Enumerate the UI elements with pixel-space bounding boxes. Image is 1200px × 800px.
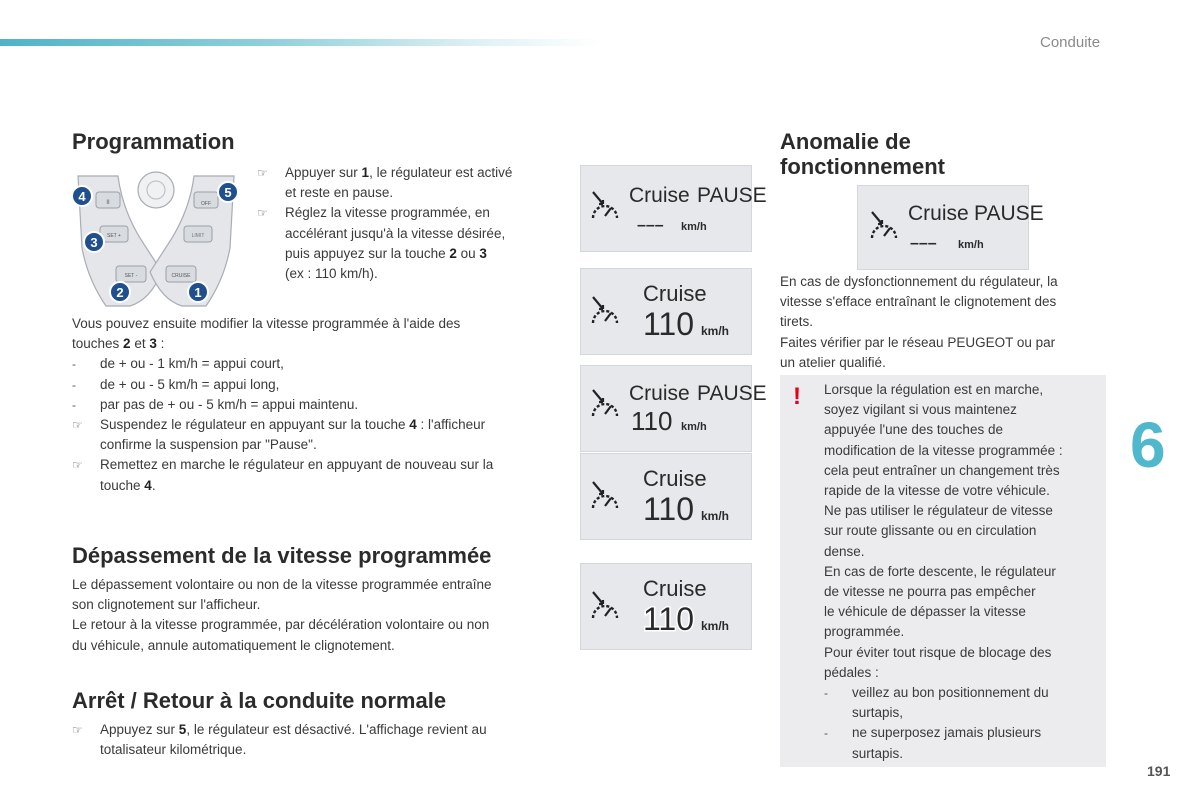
svg-text:km/h: km/h <box>681 221 707 233</box>
svg-text:PAUSE: PAUSE <box>697 184 767 207</box>
svg-text:110: 110 <box>643 601 695 637</box>
cruise-display-pause-110 <box>580 365 767 452</box>
depassement-title: Dépassement de la vitesse programmée <box>72 543 492 568</box>
cruise-control-icon <box>593 192 617 218</box>
svg-text:3: 3 <box>90 235 98 250</box>
callout-5 <box>218 182 238 202</box>
svg-text:km/h: km/h <box>701 509 730 523</box>
arret-title: Arrêt / Retour à la conduite normale <box>72 688 447 713</box>
wheel-key-off-label: OFF <box>201 201 211 207</box>
dash-item: - de + ou - 1 km/h = appui court, <box>72 356 284 372</box>
wheel-key-cruise-label: CRUISE <box>171 273 191 279</box>
callout-2 <box>110 282 130 302</box>
cruise-control-icon <box>872 212 896 238</box>
svg-text:Cruise: Cruise <box>643 281 707 306</box>
warning-text: Lorsque la régulation est en marche, soyez vigilant si vous maintenez appuyée l'une des touches de modification de la vitesse programmée : cela peut entraîner un changement très rapide de la vitesse de votre véhicule. Ne pas utiliser le régulateur de vitesse sur route glissante ou en circulation dense. En cas de forte descente, le régulateur de vitesse ne pourra pas empêcher le véhicule de dépasser la vitesse programmée. Pour éviter tout risque de blocage des pédales : - veillez au bon positionnement du surtapis, - ne superposez jamais plusieurs surtapis. <box>824 380 1104 764</box>
anomalie-title: Anomalie de fonctionnement <box>780 129 945 179</box>
svg-text:km/h: km/h <box>958 239 984 251</box>
dash-item: - ne superposez jamais plusieurs <box>824 725 1042 741</box>
svg-text:Cruise: Cruise <box>643 466 707 491</box>
dash-item: - veillez au bon positionnement du <box>824 685 1049 701</box>
cruise-control-icon <box>593 592 617 618</box>
svg-text:110: 110 <box>631 406 673 436</box>
step-activate: ☞ Appuyer sur 1, le régulateur est activé <box>257 163 557 183</box>
step-set-speed: ☞ Réglez la vitesse programmée, en <box>257 203 557 223</box>
programmation-modify-text: Vous pouvez ensuite modifier la vitesse programmée à l'aide des touches 2 et 3 : - de + ou - 1 km/h = appui court, - de + ou - 5 km/h = appui long, - par pas de + ou - 5 km/h = appui maintenu. ☞ Suspendez le régulateur en appuyant sur la touche 4 : l'afficheur confirme la suspension par "Pause". ☞ Remettez en marche le régulateur en appuyant de nouveau sur la touche 4. <box>72 314 562 496</box>
cruise-display-fault <box>857 185 1044 270</box>
pointing-hand-icon: ☞ <box>72 418 83 433</box>
wheel-key-set-minus-label: SET - <box>124 273 138 279</box>
svg-text:km/h: km/h <box>701 619 730 633</box>
cruise-display-pause-dashes <box>580 165 767 252</box>
svg-text:km/h: km/h <box>701 324 730 338</box>
pointing-hand-icon: ☞ <box>72 723 83 737</box>
header-accent-bar <box>0 39 600 46</box>
svg-text:–––: ––– <box>637 217 664 234</box>
dash-item: - de + ou - 5 km/h = appui long, <box>72 376 280 392</box>
programmation-title: Programmation <box>72 129 235 154</box>
section-name: Conduite <box>1040 34 1101 51</box>
svg-text:110: 110 <box>643 306 695 342</box>
warning-icon: ! <box>793 383 801 410</box>
callout-1 <box>188 282 208 302</box>
svg-text:km/h: km/h <box>681 421 707 433</box>
pointing-hand-icon: ☞ <box>72 458 83 473</box>
svg-text:PAUSE: PAUSE <box>697 382 767 405</box>
cruise-control-icon <box>593 482 617 508</box>
page-number: 191 <box>1147 763 1171 779</box>
svg-text:Cruise: Cruise <box>908 202 969 225</box>
cruise-display-110 <box>580 268 752 355</box>
svg-text:Cruise: Cruise <box>629 184 690 207</box>
wheel-key-set-plus-label: SET + <box>107 233 121 239</box>
svg-text:5: 5 <box>224 185 232 200</box>
cruise-control-icon <box>593 297 617 323</box>
step-deactivate: ☞ Appuyez sur 5, le régulateur est désactivé. L'affichage revient au <box>72 720 562 740</box>
steering-wheel-controls-illustration <box>70 168 242 310</box>
svg-text:4: 4 <box>78 189 86 204</box>
svg-text:2: 2 <box>116 285 124 300</box>
anomalie-text: En cas de dysfonctionnement du régulateur, la vitesse s'efface entraînant le clignotement des tirets. Faites vérifier par le réseau PEUGEOT ou par un atelier qualifié. <box>780 274 1058 370</box>
svg-text:1: 1 <box>194 285 202 300</box>
cruise-control-icon <box>593 390 617 416</box>
step-resume: ☞ Remettez en marche le régulateur en appuyant de nouveau sur la <box>72 455 562 475</box>
chapter-number: 6 <box>1130 409 1166 481</box>
svg-text:Cruise: Cruise <box>643 576 707 601</box>
cruise-display-110-blinking <box>580 563 752 650</box>
step-suspend: ☞ Suspendez le régulateur en appuyant sur la touche 4 : l'afficheur <box>72 415 562 435</box>
pointing-hand-icon: ☞ <box>257 206 268 221</box>
wheel-key-limit-label: LIMIT <box>191 233 205 239</box>
dash-item: - par pas de + ou - 5 km/h = appui maintenu. <box>72 396 359 412</box>
svg-text:Cruise: Cruise <box>629 382 690 405</box>
callout-3 <box>84 232 104 252</box>
arret-text: ☞ Appuyez sur 5, le régulateur est désactivé. L'affichage revient au totalisateur kilométrique. <box>72 720 562 760</box>
svg-text:110: 110 <box>643 491 695 527</box>
programmation-steps: ☞ Appuyer sur 1, le régulateur est activé et reste en pause. ☞ Réglez la vitesse programmée, en accélérant jusqu'à la vitesse désirée, puis appuyez sur la touche 2 ou 3 (ex : 110 km/h). <box>257 163 557 284</box>
callout-4 <box>72 186 92 206</box>
depassement-text: Le dépassement volontaire ou non de la vitesse programmée entraîne son clignotement sur l'afficheur. Le retour à la vitesse programmée, par décélération volontaire ou non du véhicule, annule automatiquement le clignotement. <box>72 577 492 653</box>
svg-text:PAUSE: PAUSE <box>974 202 1044 225</box>
pointing-hand-icon: ☞ <box>257 166 268 180</box>
cruise-display-110 <box>580 453 752 540</box>
svg-text:–––: ––– <box>910 235 937 252</box>
wheel-key-pause-label: II <box>106 200 110 206</box>
